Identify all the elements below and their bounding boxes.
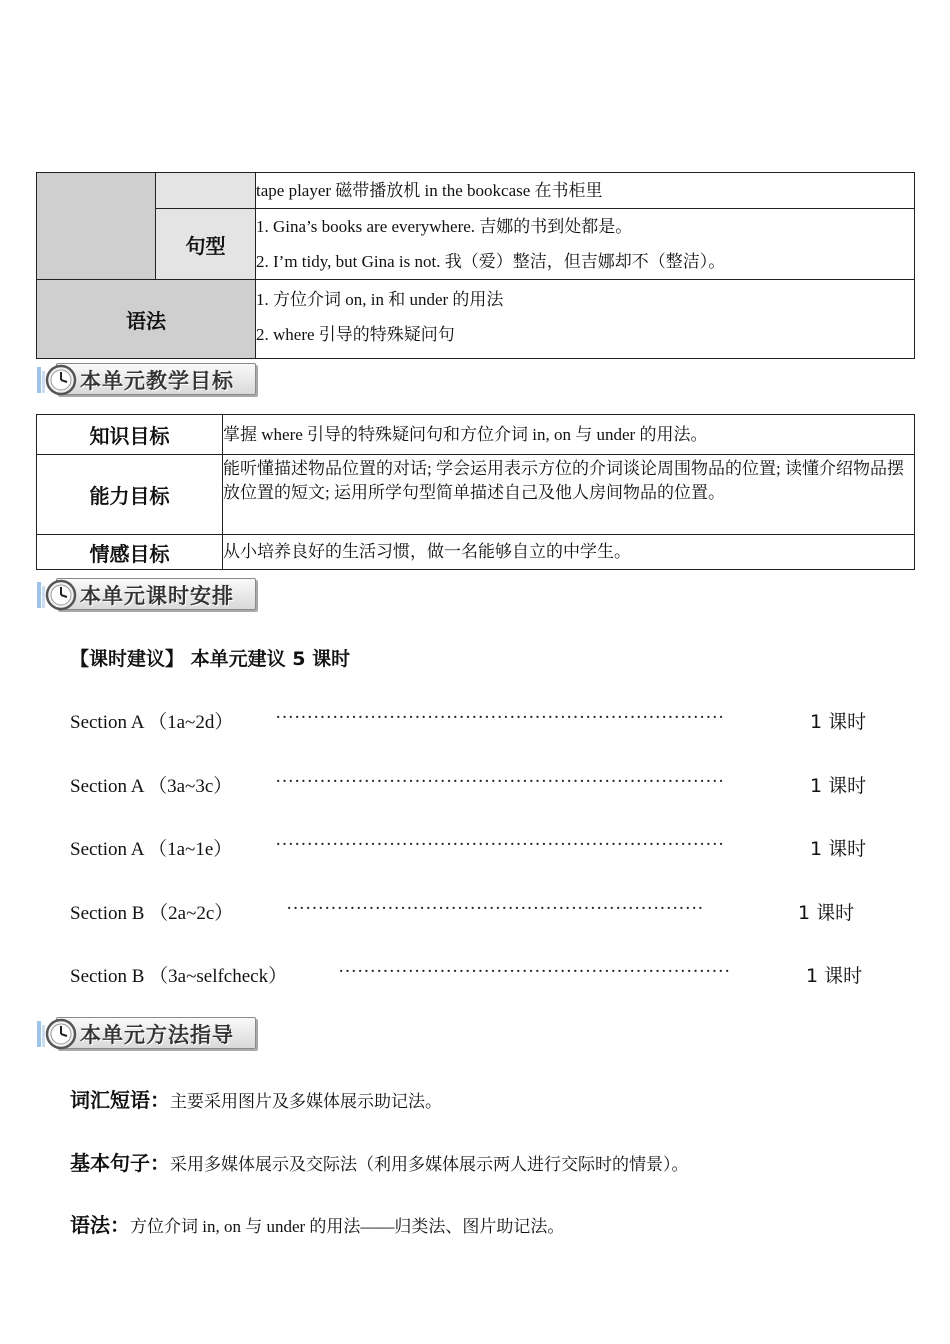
method-text: 主要采用图片及多媒体展示助记法。 [170, 1092, 442, 1111]
schedule-hours: 1 课时 [810, 711, 867, 733]
grammar-line-1: 1. 方位介词 on, in 和 under 的用法 [256, 290, 504, 309]
method-label: 语法： [70, 1213, 130, 1237]
goal-text-emotion: 从小培养良好的生活习惯，做一名能够自立的中学生。 [223, 535, 915, 570]
vocab-text: tape player 磁带播放机 in the bookcase 在书柜里 [256, 181, 603, 200]
dot-leader: ······································································· [275, 771, 725, 792]
goals-table [36, 414, 915, 570]
grammar-cell [256, 280, 915, 359]
goal-label-ability: 能力目标 [37, 455, 223, 535]
goal-row [37, 455, 915, 535]
schedule-hours: 1 课时 [810, 775, 867, 797]
clock-icon [36, 361, 78, 397]
dot-leader: ·································································· [286, 898, 704, 919]
goals-banner-title: 本单元教学目标 [80, 369, 234, 393]
schedule-section: Section A （1a~1e） [70, 839, 233, 860]
sentence-cell [256, 209, 915, 280]
vocab-table [36, 172, 915, 359]
goal-row [37, 415, 915, 455]
goal-row [37, 535, 915, 570]
method-item-sentences [70, 1147, 689, 1176]
schedule-section: Section A （3a~3c） [70, 776, 233, 797]
sentence-line-2: 2. I’m tidy, but Gina is not. 我（爱）整洁，但吉娜却不（整洁）。 [256, 252, 726, 271]
method-item-vocab [70, 1084, 442, 1113]
grammar-header: 语法 [37, 280, 256, 359]
schedule-item [70, 961, 863, 988]
method-label: 词汇短语： [70, 1088, 170, 1112]
grammar-line-2: 2. where 引导的特殊疑问句 [256, 325, 455, 344]
clock-icon [36, 576, 78, 612]
schedule-item [70, 834, 867, 861]
method-text: 采用多媒体展示及交际法（利用多媒体展示两人进行交际时的情景）。 [170, 1155, 689, 1174]
vocab-subheader-cell [156, 173, 256, 209]
schedule-section: Section B （3a~selfcheck） [70, 966, 288, 987]
method-label: 基本句子： [70, 1151, 170, 1175]
schedule-section: Section B （2a~2c） [70, 903, 234, 924]
dot-leader: ······································································· [275, 834, 725, 855]
vocab-row-text [256, 173, 915, 209]
category-cell [37, 173, 156, 280]
schedule-banner-title: 本单元课时安排 [80, 584, 234, 608]
schedule-hours: 1 课时 [806, 965, 863, 987]
dot-leader: ······························································ [338, 961, 731, 982]
dot-leader: ······································································· [275, 707, 725, 728]
schedule-suggestion: 【课时建议】 本单元建议 5 课时 [70, 648, 351, 670]
schedule-item [70, 707, 867, 734]
goal-text-knowledge: 掌握 where 引导的特殊疑问句和方位介词 in, on 与 under 的用法。 [223, 415, 915, 455]
methods-banner [36, 1017, 256, 1051]
method-item-grammar [70, 1209, 564, 1238]
clock-icon [36, 1015, 78, 1051]
goals-banner [36, 363, 256, 397]
schedule-item [70, 898, 855, 925]
goal-label-knowledge: 知识目标 [37, 415, 223, 455]
schedule-section: Section A （1a~2d） [70, 712, 234, 733]
goal-label-emotion: 情感目标 [37, 535, 223, 570]
schedule-hours: 1 课时 [810, 838, 867, 860]
schedule-banner [36, 578, 256, 612]
method-text: 方位介词 in, on 与 under 的用法——归类法、图片助记法。 [130, 1217, 565, 1236]
sentence-line-1: 1. Gina’s books are everywhere. 吉娜的书到处都是。 [256, 217, 633, 236]
schedule-item [70, 771, 867, 798]
schedule-hours: 1 课时 [798, 902, 855, 924]
goal-text-ability: 能听懂描述物品位置的对话; 学会运用表示方位的介词谈论周围物品的位置; 读懂介绍物品摆放位置的短文; 运用所学句型简单描述自己及他人房间物品的位置。 [223, 455, 915, 535]
sentence-header: 句型 [156, 209, 256, 280]
methods-banner-title: 本单元方法指导 [80, 1023, 234, 1047]
